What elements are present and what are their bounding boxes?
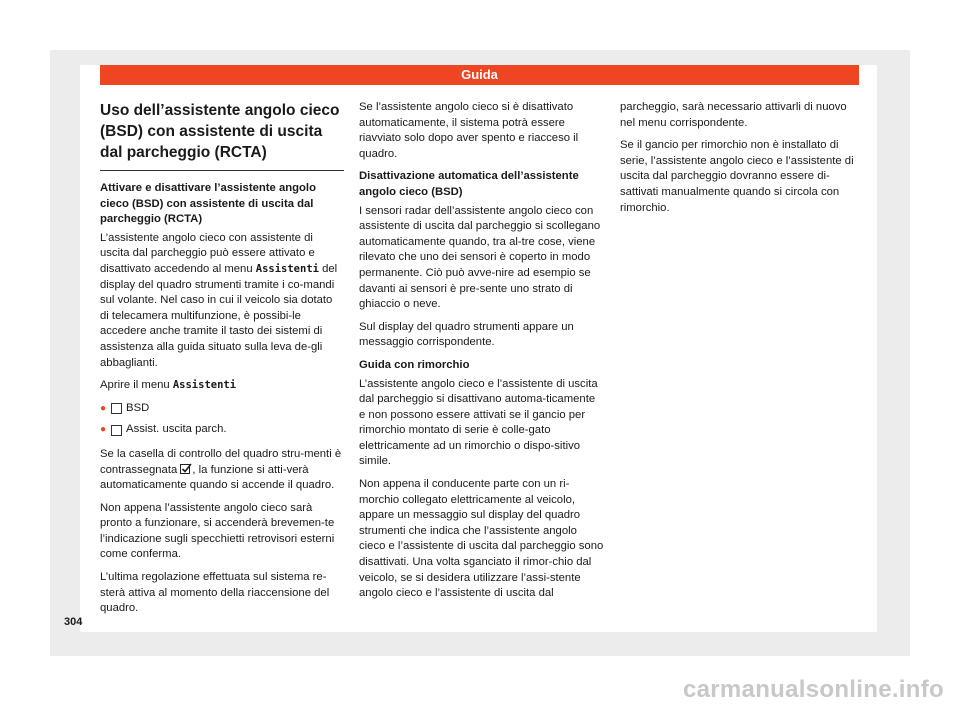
text: L’assistente angolo cieco con assistente di uscita dal parcheggio può essere attivato e disattivato accedendo al menu [100, 231, 315, 275]
paragraph [100, 231, 344, 371]
list-item [100, 422, 344, 438]
paragraph: Sul display del quadro strumenti appare un messaggio corrispondente. [359, 320, 574, 349]
text: , la funzione si atti-verà automaticamente quando si accende il quadro. [100, 463, 335, 492]
paragraph: Non appena il conducente parte con un ri-morchio collegato elettricamente al veicolo, appare un messaggio sul display del quadro strumenti che indica che l’assistente angolo cieco e l’assistente di uscita dal parcheggio sono disattivati. Una volta sganciato il rimor-chio dal veicolo, se si desidera utilizzare l’assi-stente angolo cieco e l’assistente di uscita dal [359, 478, 604, 600]
text: Se la casella di controllo del quadro stru-menti è contrassegnata [100, 447, 342, 476]
column-3 [620, 100, 860, 223]
paragraph: Non appena l’assistente angolo cieco sarà pronto a funzionare, si accenderà brevemen-te l’indicazione sugli specchietti retrovisori esterni come conferma. [100, 501, 335, 561]
subsection-title: Disattivazione automatica dell’assistente angolo cieco (BSD) [359, 170, 579, 198]
paragraph: parcheggio, sarà necessario attivarli di nuovo nel menu corrispondente. [620, 101, 847, 129]
column-2 [359, 100, 604, 609]
list-item-label: BSD [126, 401, 150, 414]
subsection-title: Attivare e disattivare l’assistente angolo cieco (BSD) con assistente di uscita dal parcheggio (RCTA) [100, 182, 316, 226]
chapter-title: Guida [461, 67, 498, 82]
paragraph: L’assistente angolo cieco e l’assistente di uscita dal parcheggio si disattivano automa-ticamente e non possono essere attivati se il gancio per rimorchio montato di serie è colle-gato elettricamente ad un rimorchio o dispo-sitivo simile. [359, 377, 598, 468]
paragraph: L’ultima regolazione effettuata sul sistema re-sterà attiva al momento della riaccensione del quadro. [100, 571, 330, 615]
menu-name: Assistenti [172, 379, 237, 392]
paragraph: I sensori radar dell’assistente angolo cieco con assistente di uscita dal parcheggio si scollegano automaticamente quando, tra al-tre cose, viene rilevato che uno dei sensori è coperto in modo permanente. Ciò può avve-nire ad esempio se davanti ai sensori è pre-sente uno strato di ghiaccio o neve. [359, 204, 601, 311]
column-1 [100, 100, 344, 624]
paragraph [100, 447, 344, 494]
text: Aprire il menu [100, 379, 173, 392]
checkbox-icon [111, 403, 122, 414]
checkbox-icon [111, 425, 122, 436]
paragraph [100, 378, 344, 394]
paragraph: Se l’assistente angolo cieco si è disattivato automaticamente, il sistema potrà essere riavviato solo dopo aver spento e riacceso il quadro. [359, 101, 579, 160]
bullet-icon: ● [100, 402, 107, 414]
list-item [100, 401, 344, 417]
bullet-icon: ● [100, 424, 107, 436]
watermark: carmanualsonline.info [682, 676, 944, 703]
paragraph: Se il gancio per rimorchio non è installato di serie, l’assistente angolo cieco e l’assistente di uscita dal parcheggio dovranno essere di-sattivati manualmente quando si circola con rimorchio. [620, 139, 854, 214]
chapter-header [100, 65, 859, 85]
page-number: 304 [64, 616, 83, 628]
subsection-title: Guida con rimorchio [359, 358, 470, 371]
checked-checkbox-icon [180, 463, 192, 475]
menu-name: Assistenti [255, 262, 319, 275]
section-title: Uso dell’assistente angolo cieco (BSD) con assistente di uscita dal parcheggio (RCTA) [100, 100, 344, 171]
list-item-label: Assist. uscita parch. [126, 423, 227, 436]
text: del display del quadro strumenti tramite i co-mandi sul volante. Nel caso in cui il veicolo sia dotato di telecamera multifunzione, è possibi-le accedere anche tramite il tasto dei sistemi di assistenza alla guida situato sulla leva de-gli abbaglianti. [100, 262, 338, 369]
